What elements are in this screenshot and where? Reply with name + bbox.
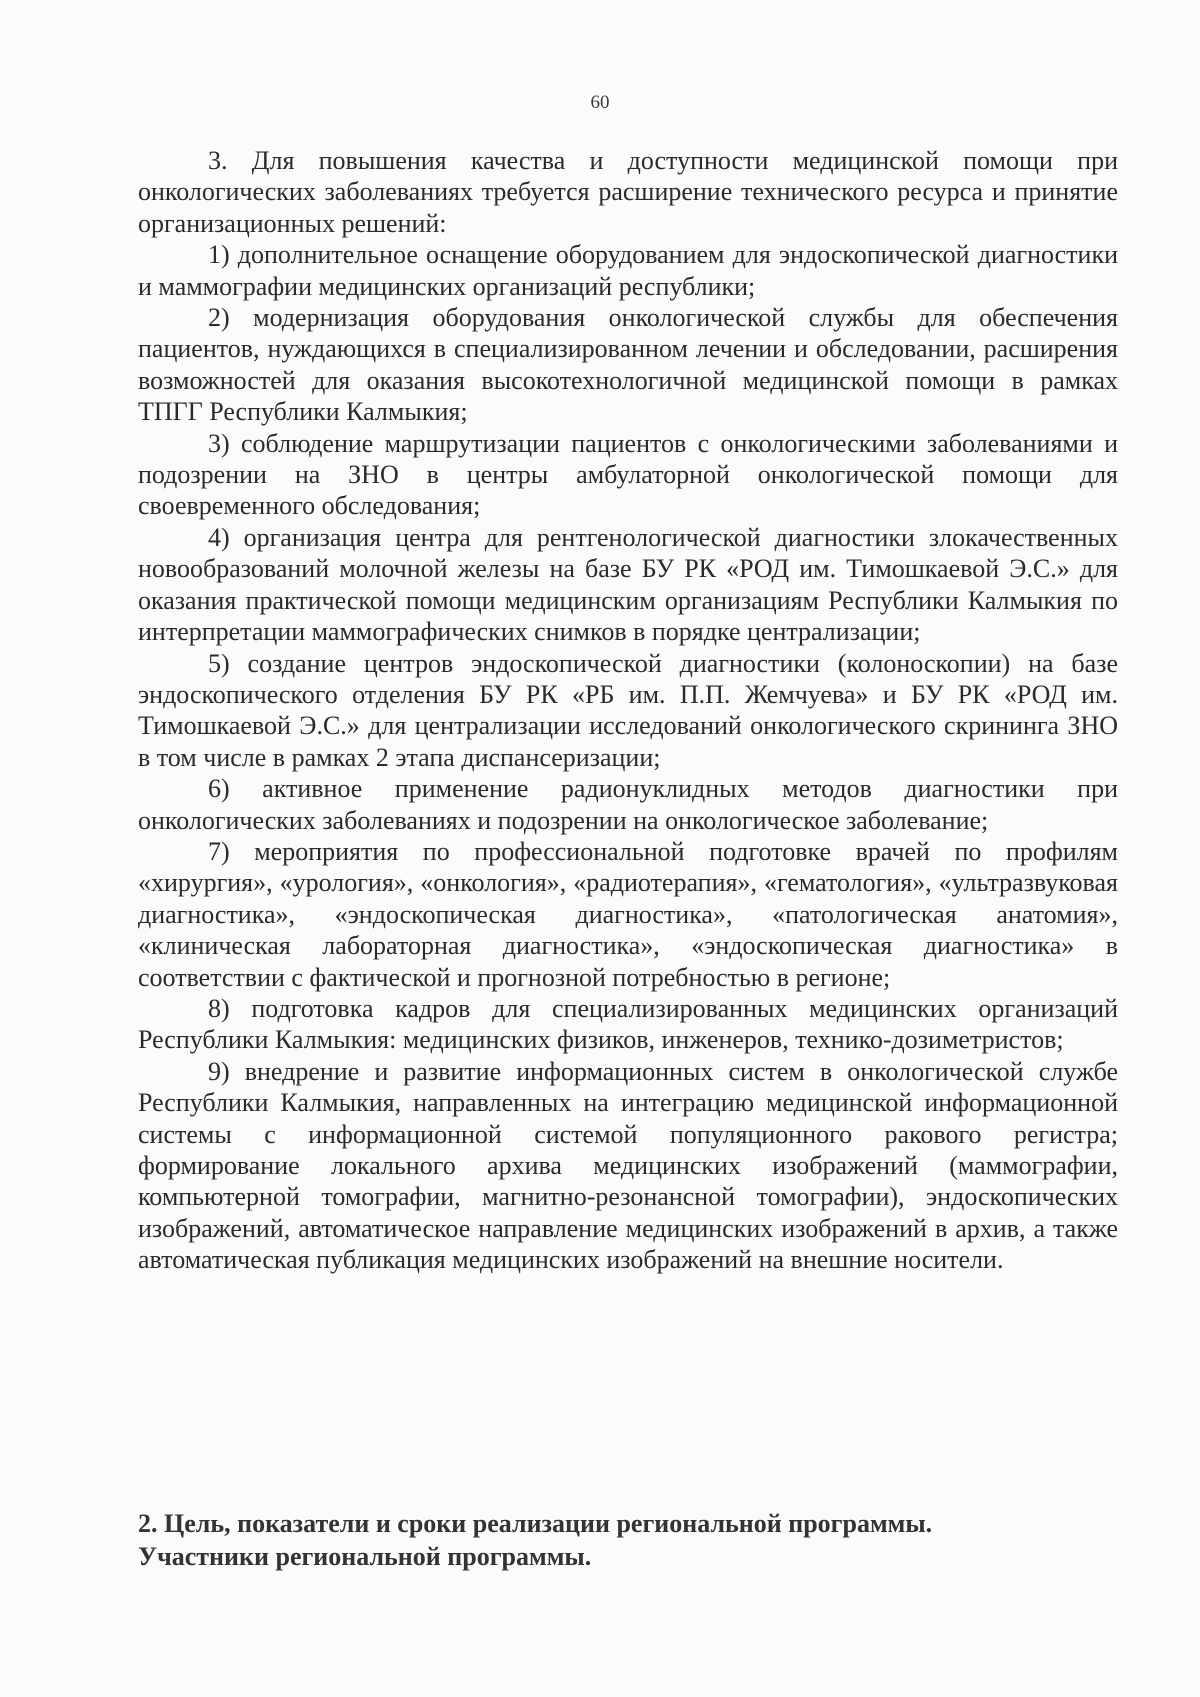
list-item: 8) подготовка кадров для специализированных медицинских организаций Республики Калмыкия: медицинских физиков, инженеров, технико-дозиметристов; — [138, 993, 1118, 1055]
list-item: 4) организация центра для рентгенологической диагностики злокачественных новообразований молочной железы на базе БУ РК «РОД им. Тимошкаевой Э.С.» для оказания практической помощи медицинским организациям Республики Калмыкия по интерпретации маммографических снимков в порядке централизации; — [138, 522, 1118, 647]
section-heading-line-1: 2. Цель, показатели и сроки реализации региональной программы. — [138, 1509, 933, 1538]
list-item: 7) мероприятия по профессиональной подготовке врачей по профилям «хирургия», «урология», «онкология», «радиотерапия», «гематология», «ультразвуковая диагностика», «эндоскопическая диагностика», «патологическая анатомия», «клиническая лабораторная диагностика», «эндоскопическая диагностика» в соответствии с фактической и прогнозной потребностью в регионе; — [138, 836, 1118, 992]
list-item: 6) активное применение радионуклидных методов диагностики при онкологических заболеваниях и подозрении на онкологическое заболевание; — [138, 774, 1118, 835]
list-item: 5) создание центров эндоскопической диагностики (колоноскопии) на базе эндоскопического отделения БУ РК «РБ им. П.П. Жемчуева» и БУ РК «РОД им. Тимошкаевой Э.С.» для централизации исследований онкологического скрининга ЗНО в том числе в рамках 2 этапа диспансеризации; — [138, 648, 1118, 772]
document-body — [138, 145, 1118, 1276]
page-number: 60 — [590, 92, 610, 113]
paragraph-intro: 3. Для повышения качества и доступности медицинской помощи при онкологических заболеваниях требуется расширение технического ресурса и принятие организационных решений: — [138, 146, 1118, 238]
section-heading — [138, 1507, 1118, 1573]
list-item: 3) соблюдение маршрутизации пациентов с онкологическими заболеваниями и подозрении на ЗНО в центры амбулаторной онкологической помощи для своевременного обследования; — [138, 428, 1118, 521]
list-item: 2) модернизация оборудования онкологической службы для обеспечения пациентов, нуждающихся в специализированном лечении и обследовании, расширения возможностей для оказания высокотехнологичной медицинской помощи в рамках ТПГГ Республики Калмыкия; — [138, 303, 1118, 427]
section-heading-line-2: Участники региональной программы. — [138, 1542, 592, 1571]
list-item: 1) дополнительное оснащение оборудованием для эндоскопической диагностики и маммографии медицинских организаций республики; — [138, 240, 1118, 301]
list-item: 9) внедрение и развитие информационных систем в онкологической службе Республики Калмыкия, направленных на интеграцию медицинской информационной системы с информационной системой популяционного ракового регистра; формирование локального архива медицинских изображений (маммографии, компьютерной томографии, магнитно-резонансной томографии), эндоскопических изображений, автоматическое направление медицинских изображений в архив, а также автоматическая публикация медицинских изображений на внешние носители. — [138, 1056, 1118, 1275]
